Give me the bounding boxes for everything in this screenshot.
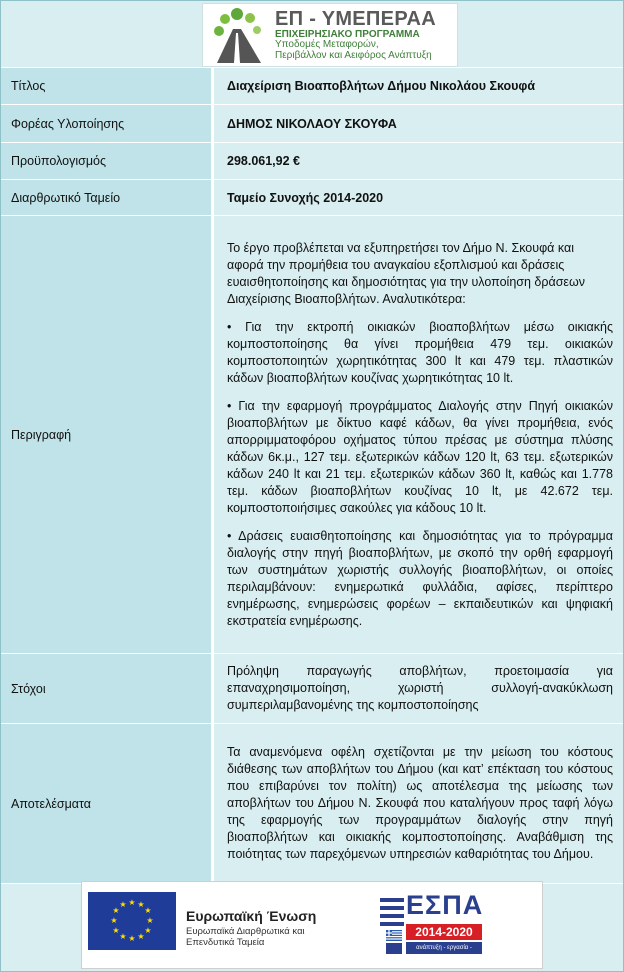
greek-flag-icon — [386, 930, 402, 941]
logo-line2: Υποδομές Μεταφορών, — [275, 39, 379, 51]
svg-text:★: ★ — [128, 934, 136, 943]
svg-text:★: ★ — [110, 916, 118, 925]
results-text: Τα αναμενόμενα οφέλη σχετίζονται με την μείωση του κόστους διάθεσης των αποβλήτων του Δήμου (και κατ’ επέκταση του κόστους που επιβαρύνει τον πολίτη) ως αποτέλεσμα της μείωσης των αποβλήτων του Δήμου Ν. Σκουφά που καταλήγουν προς ταφή λόγω της εφαρμογής των προγραμμάτων διαλογής στην πηγή βιοαποβλήτων και οικιακής κομποστοποίησης. Αναβάθμιση της ποιότητας των παρεχόμενων υπηρεσιών καθαριότητας του Δήμου. — [227, 745, 613, 861]
eu-flag-small-icon — [386, 943, 402, 954]
label-budget: Προϋπολογισμός — [1, 143, 213, 180]
svg-text:★: ★ — [137, 900, 145, 909]
label-description: Περιγραφή — [1, 216, 213, 654]
description-bullet-3: • Δράσεις ευαισθητοποίησης και δημοσιότητας για το πρόγραμμα διαλογής στην πηγή βιοαποβλήτων, με σκοπό την ορθή εφαρμογή των συστημάτων χωριστής συλλογής βιοαποβλήτων, οι οποίες περιλαμβάνουν: ενημερωτικά φυλλάδια, αφίσες, περίπτερο ενημέρωσης, ενημερώσεις φορέων – εκπαιδευτικών και ψηφιακή εκστρατεία ενημέρωσης. — [227, 528, 613, 628]
row-budget — [1, 143, 623, 180]
svg-text:★: ★ — [144, 926, 152, 935]
description-intro: Το έργο προβλέπεται να εξυπηρετήσει τον Δήμο Ν. Σκουφά και αφορά την προμήθεια του αναγκαίου εξοπλισμού και δράσεις ευαισθητοποίησης και δημοσιότητας για την υλοποίηση δράσεων Διαχείρισης Βιοαποβλήτων. Αναλυτικότερα: — [227, 240, 586, 306]
logo-title: ΕΠ - ΥΜΕΠΕΡΑΑ — [275, 7, 436, 30]
value-description — [213, 216, 624, 654]
row-title — [1, 68, 623, 105]
value-agency: ΔΗΜΟΣ ΝΙΚΟΛΑΟΥ ΣΚΟΥΦΑ — [213, 105, 624, 143]
logo-line1: ΕΠΙΧΕΙΡΗΣΙΑΚΟ ΠΡΟΓΡΑΜΜΑ — [275, 28, 420, 40]
goals-text: Πρόληψη παραγωγής αποβλήτων, προετοιμασία για επαναχρησιμοποίηση, χωριστή συλλογή-ανακύκλωση συμπεριλαμβανομένης της κομποστοποίησης — [227, 664, 613, 712]
description-bullet-1: • Για την εκτροπή οικιακών βιοαποβλήτων μέσω οικιακής κομποστοποίησης θα γίνει προμήθεια 479 τεμ. οικιακών κομποστοποιητών χωρητικότητας 300 lt και 479 τεμ. πλαστικών κάδων βιοαποβλήτων κουζίνας χωρητικότητας 10 lt. — [227, 319, 613, 385]
espa-logo — [378, 890, 484, 963]
label-title: Τίτλος — [1, 68, 213, 105]
row-results — [1, 724, 623, 884]
value-goals — [213, 654, 624, 724]
svg-text:★: ★ — [144, 906, 152, 915]
value-budget: 298.061,92 € — [213, 143, 624, 180]
svg-text:★: ★ — [137, 932, 145, 941]
label-agency: Φορέας Υλοποίησης — [1, 105, 213, 143]
eu-subtitle: Ευρωπαϊκά Διαρθρωτικά και Επενδυτικά Ταμεία — [186, 926, 305, 948]
label-goals: Στόχοι — [1, 654, 213, 724]
eu-name: Ευρωπαϊκή Ένωση — [186, 908, 317, 924]
value-title: Διαχείριση Βιοαποβλήτων Δήμου Νικολάου Σκουφά — [213, 68, 624, 105]
funding-logos-banner — [81, 881, 543, 969]
svg-text:★: ★ — [112, 906, 120, 915]
espa-tagline: ανάπτυξη - εργασία - αλληλεγγύη — [406, 942, 482, 954]
description-bullet-2: • Για την εφαρμογή προγράμματος Διαλογής στην Πηγή οικιακών βιοαποβλήτων με δίκτυο καφέ κάδων, θα γίνει προμήθεια, ενός απορριμματοφόρου οχήματος τύπου πρέσας με σύστημα πλύσης κάδων 6κ.μ., 127 τεμ. εξωτερικών κάδων 120 lt, 63 τεμ. εξωτερικών κάδων 240 lt και 21 τεμ. εξωτερικών κάδων 360 lt, καθώς και 1.778 τεμ. κάδων βιοαποβλήτων κουζίνας 10 lt, με 42.672 τεμ. κομποστοποιήσιμες σακούλες για κάδους 10 lt. — [227, 398, 613, 515]
svg-text:★: ★ — [128, 898, 136, 907]
ep-ymeperaa-logo — [202, 3, 458, 67]
value-results — [213, 724, 624, 884]
road-tree-icon — [207, 5, 271, 65]
logo-line3: Περιβάλλον και Αειφόρος Ανάπτυξη — [275, 49, 432, 61]
row-description — [1, 216, 623, 654]
espa-years: 2014-2020 — [406, 924, 482, 940]
project-info-table — [1, 67, 623, 884]
value-fund: Ταμείο Συνοχής 2014-2020 — [213, 180, 624, 216]
row-goals — [1, 654, 623, 724]
label-fund: Διαρθρωτικό Ταμείο — [1, 180, 213, 216]
svg-text:★: ★ — [119, 932, 127, 941]
row-agency — [1, 105, 623, 143]
svg-text:★: ★ — [119, 900, 127, 909]
row-fund — [1, 180, 623, 216]
label-results: Αποτελέσματα — [1, 724, 213, 884]
svg-text:★: ★ — [112, 926, 120, 935]
eu-flag-icon — [88, 892, 176, 950]
svg-text:★: ★ — [146, 916, 154, 925]
espa-word: ΕΣΠΑ — [406, 890, 484, 920]
